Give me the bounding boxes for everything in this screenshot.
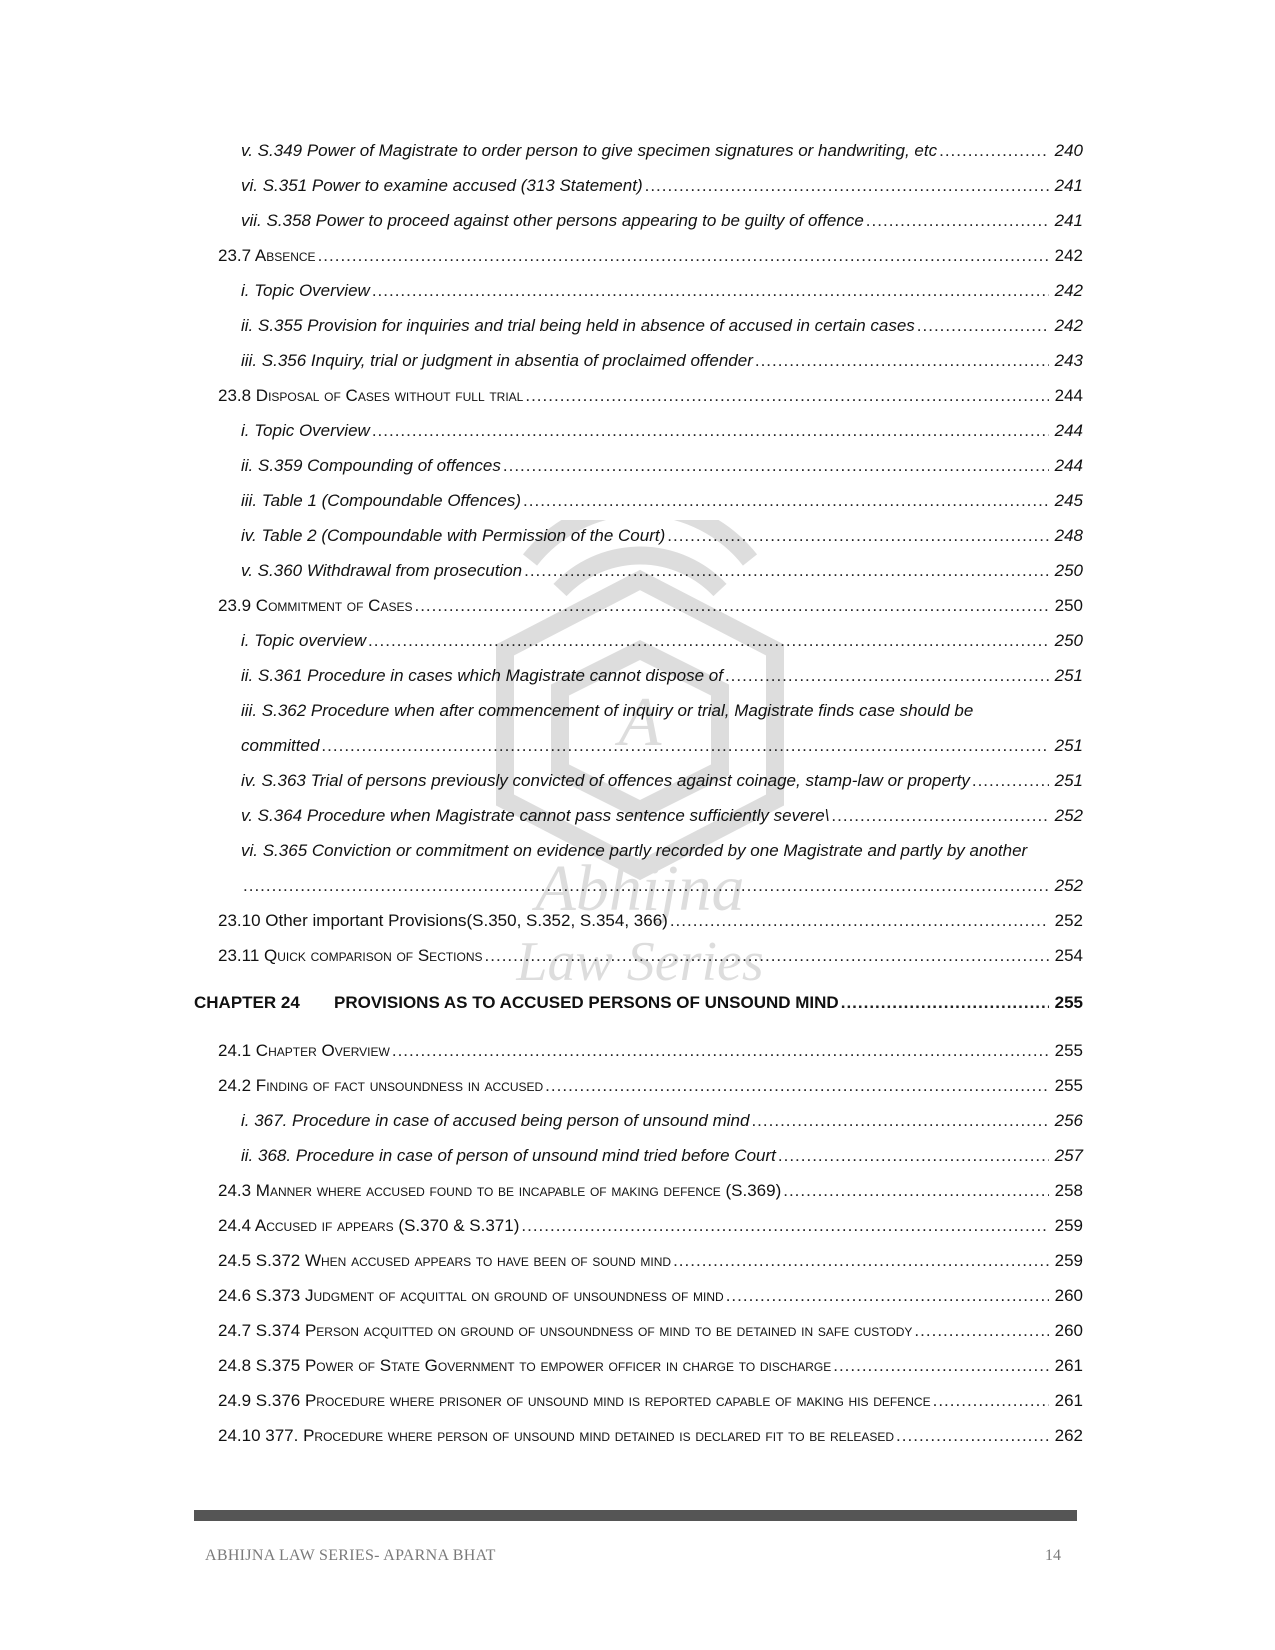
toc-entry[interactable]: iii. S.356 Inquiry, trial or judgment in absentia of proclaimed offender ..... 243 xyxy=(241,350,1083,372)
toc-entry[interactable]: 24.10 377. Procedure where person of unsound mind detained is declared fit to be released ..... 262 xyxy=(218,1425,1083,1447)
toc-entry[interactable]: iii. Table 1 (Compoundable Offences) ..... 245 xyxy=(241,490,1083,512)
toc-entry[interactable]: 24.4 Accused if appears (S.370 & S.371) ..... 259 xyxy=(218,1215,1083,1237)
footer-title: ABHIJNA LAW SERIES- APARNA BHAT xyxy=(205,1547,496,1564)
toc-entry[interactable]: vi. S.351 Power to examine accused (313 Statement) ..... 241 xyxy=(241,175,1083,197)
toc-entry[interactable]: 24.2 Finding of fact unsoundness in accused ..... 255 xyxy=(218,1075,1083,1097)
toc-entry[interactable]: 23.11 Quick comparison of Sections ..... 254 xyxy=(218,945,1083,967)
toc-entry[interactable]: v. S.360 Withdrawal from prosecution ..... 250 xyxy=(241,560,1083,582)
toc-chapter-entry[interactable]: CHAPTER 24 PROVISIONS AS TO ACCUSED PERSONS OF UNSOUND MIND ..... 255 xyxy=(194,992,1083,1014)
toc-entry[interactable]: 24.5 S.372 When accused appears to have been of sound mind ..... 259 xyxy=(218,1250,1083,1272)
watermark-text-2: Law Series xyxy=(516,931,764,993)
toc-entry[interactable]: 23.7 Absence ..... 242 xyxy=(218,245,1083,267)
toc-entry[interactable]: ii. S.359 Compounding of offences ..... 244 xyxy=(241,455,1083,477)
toc-entry[interactable]: committed ..... 251 xyxy=(241,735,1083,757)
toc-entry[interactable]: 24.7 S.374 Person acquitted on ground of unsoundness of mind to be detained in safe custody ..... 260 xyxy=(218,1320,1083,1342)
toc-entry[interactable]: 24.1 Chapter Overview ..... 255 xyxy=(218,1040,1083,1062)
toc-entry[interactable]: i. Topic Overview ..... 244 xyxy=(241,420,1083,442)
page-number: 14 xyxy=(1045,1547,1061,1564)
toc-entry[interactable]: vii. S.358 Power to proceed against other persons appearing to be guilty of offence ..... 241 xyxy=(241,210,1083,232)
toc-entry-wrap[interactable]: iii. S.362 Procedure when after commencement of inquiry or trial, Magistrate finds case should be xyxy=(241,701,974,720)
toc-entry[interactable]: 24.9 S.376 Procedure where prisoner of unsound mind is reported capable of making his defence ..... 261 xyxy=(218,1390,1083,1412)
toc-entry[interactable]: iv. S.363 Trial of persons previously convicted of offences against coinage, stamp-law or property ..... 251 xyxy=(241,770,1083,792)
toc-entry[interactable]: 23.9 Commitment of Cases ..... 250 xyxy=(218,595,1083,617)
toc-entry[interactable]: 24.3 Manner where accused found to be incapable of making defence (S.369) ..... 258 xyxy=(218,1180,1083,1202)
toc-entry-wrap[interactable]: vi. S.365 Conviction or commitment on evidence partly recorded by one Magistrate and partly by another xyxy=(241,841,1028,860)
svg-text:A: A xyxy=(618,684,662,761)
toc-entry[interactable]: ii. S.355 Provision for inquiries and trial being held in absence of accused in certain cases ..... 242 xyxy=(241,315,1083,337)
watermark-text-1: Abhijna xyxy=(535,852,745,925)
toc-entry[interactable]: ii. S.361 Procedure in cases which Magistrate cannot dispose of ..... 251 xyxy=(241,665,1083,687)
toc-entry[interactable]: i. Topic overview ..... 250 xyxy=(241,630,1083,652)
toc-entry[interactable]: v. S.364 Procedure when Magistrate cannot pass sentence sufficiently severe\ ..... 252 xyxy=(241,805,1083,827)
chapter-number: CHAPTER 24 xyxy=(194,993,300,1012)
toc-entry[interactable]: 24.8 S.375 Power of State Government to empower officer in charge to discharge ..... 261 xyxy=(218,1355,1083,1377)
toc-entry[interactable]: 24.6 S.373 Judgment of acquittal on ground of unsoundness of mind ..... 260 xyxy=(218,1285,1083,1307)
footer-divider xyxy=(194,1510,1077,1521)
toc-entry[interactable]: iv. Table 2 (Compoundable with Permission of the Court) ..... 248 xyxy=(241,525,1083,547)
toc-entry[interactable]: 23.8 Disposal of Cases without full trial ..... 244 xyxy=(218,385,1083,407)
toc-entry[interactable]: v. S.349 Power of Magistrate to order person to give specimen signatures or handwriting, etc ..... 240 xyxy=(241,140,1083,162)
chapter-title: PROVISIONS AS TO ACCUSED PERSONS OF UNSOUND MIND xyxy=(334,993,839,1012)
toc-entry[interactable]: i. Topic Overview ..... 242 xyxy=(241,280,1083,302)
toc-entry[interactable]: ..... 252 xyxy=(241,875,1083,897)
toc-entry[interactable]: ii. 368. Procedure in case of person of unsound mind tried before Court ..... 257 xyxy=(241,1145,1083,1167)
toc-entry[interactable]: 23.10 Other important Provisions(S.350, S.352, S.354, 366) ..... 252 xyxy=(218,910,1083,932)
toc-entry[interactable]: i. 367. Procedure in case of accused being person of unsound mind ..... 256 xyxy=(241,1110,1083,1132)
